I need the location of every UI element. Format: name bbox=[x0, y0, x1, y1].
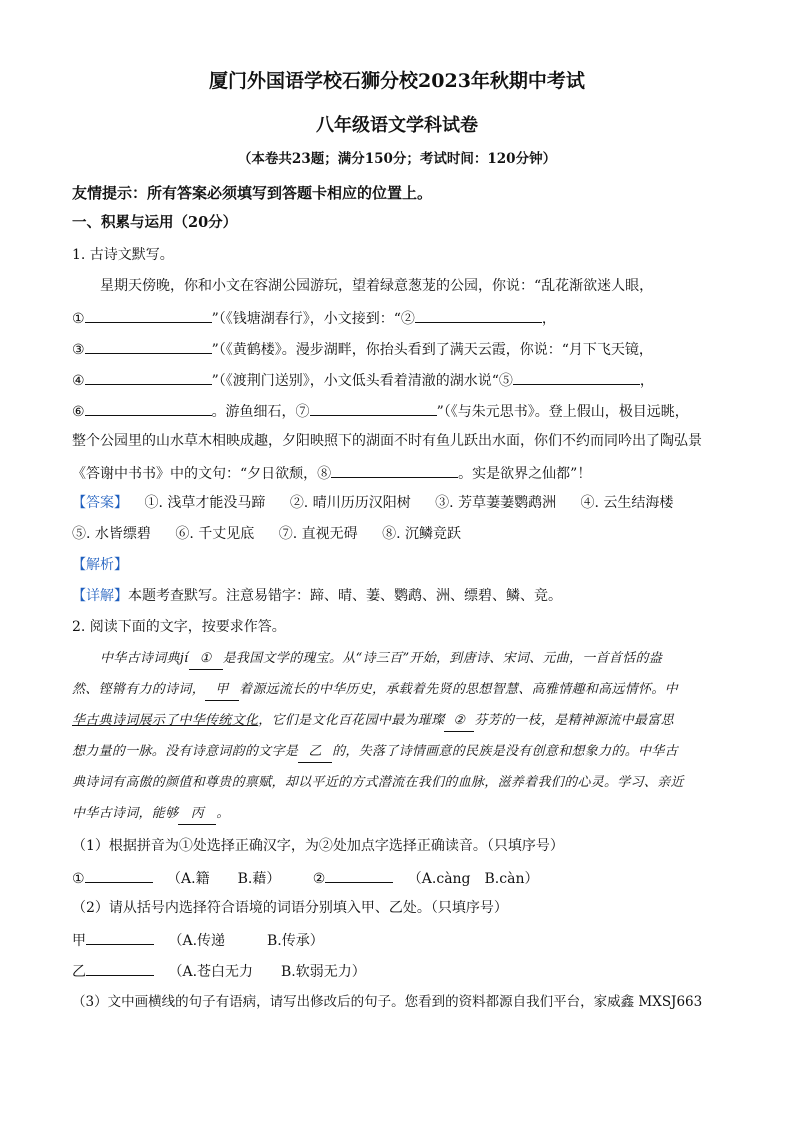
fill-row: ① （A.籍 B.藉） ② （A.càng B.càn） bbox=[72, 867, 734, 889]
answer-row bbox=[72, 493, 734, 513]
sub-question: （3）文中画横线的句子有语病，请写出修改后的句子。您看到的资料都源自我们平台，家威鑫 MXSJ663 bbox=[72, 994, 703, 1010]
section-heading: 一、积累与运用（20分） bbox=[72, 214, 238, 231]
q1-line: 星期天傍晚，你和小文在容湖公园游玩，望着绿意葱茏的公园，你说：“乱花渐欲迷人眼， bbox=[100, 278, 654, 294]
analysis-label: 【解析】 bbox=[72, 557, 128, 573]
answer-blank[interactable] bbox=[513, 369, 640, 385]
answer-blank[interactable] bbox=[86, 929, 154, 945]
answer-blank[interactable] bbox=[85, 338, 212, 354]
answer-item: ⑤. 水皆缥碧 bbox=[72, 526, 151, 542]
q1-line: ④ ”（《渡荆门送别》，小文低头看着清澈的湖水说“⑤ ， bbox=[72, 369, 734, 391]
answer-blank[interactable] bbox=[85, 400, 212, 416]
answer-blank[interactable] bbox=[85, 369, 212, 385]
q1-line: 整个公园里的山水草木相映成趣，夕阳映照下的湖面不时有鱼儿跃出水面，你们不约而同吟出了陶弘景 bbox=[72, 433, 702, 449]
answer-item: ④. 云生结海楼 bbox=[580, 495, 674, 511]
answer-blank[interactable] bbox=[415, 307, 542, 323]
passage-line: 典诗词有高傲的颜值和尊贵的禀赋，却以平近的方式潜流在我们的血脉，滋养着我们的心灵。学习、亲近 bbox=[72, 775, 684, 790]
q1-line: ① ”（《钱塘湖春行》，小文接到：“② ， bbox=[72, 307, 734, 329]
fill-row: 甲 （A.传递 B.传承） bbox=[72, 929, 734, 951]
underlined-sentence: 华古典诗词展示了中华传统文化 bbox=[72, 713, 259, 728]
answer-blank[interactable] bbox=[85, 867, 153, 883]
friendly-tip: 友情提示：所有答案必须填写到答题卡相应的位置上。 bbox=[72, 184, 433, 202]
answer-blank[interactable] bbox=[331, 462, 458, 478]
answer-blank[interactable] bbox=[85, 307, 212, 323]
answer-item: ①. 浅草才能没马蹄 bbox=[144, 495, 266, 511]
q1-line: ③ ”（《黄鹤楼》。漫步湖畔，你抬头看到了满天云霞，你说：“月下飞天镜， bbox=[72, 338, 734, 360]
q1-line: ⑥ 。游鱼细石，⑦ ”（《与朱元思书》。登上假山，极目远眺， bbox=[72, 400, 734, 422]
passage-line: 然、铿锵有力的诗词， 甲 着源远流长的中华历史，承载着先贤的思想智慧、高雅情趣和高远情怀。中 bbox=[72, 680, 734, 701]
answer-item: ②. 晴川历历汉阳树 bbox=[289, 495, 411, 511]
q1-line: 《答谢中书书》中的文句：“夕日欲颓，⑧ 。实是欲界之仙都”！ bbox=[72, 462, 734, 484]
passage-line: 华古典诗词展示了中华传统文化，它们是文化百花园中最为璀璨 ② 芬芳的一枝，是精神源流中最富思 bbox=[72, 711, 734, 732]
passage-line: 中华古诗词典jí ① 是我国文学的瑰宝。从“诗三百”开始，到唐诗、宋词、元曲，一首首恬的盎 bbox=[100, 649, 734, 670]
fill-row: 乙 （A.苍白无力 B.软弱无力） bbox=[72, 960, 734, 982]
answer-label: 【答案】 bbox=[72, 495, 128, 511]
q2-title: 2. 阅读下面的文字，按要求作答。 bbox=[72, 619, 286, 635]
answer-item: ⑧. 沉鳞竞跃 bbox=[382, 526, 461, 542]
passage-line: 中华古诗词，能够 丙 。 bbox=[72, 804, 734, 825]
sub-question: （2）请从括号内选择符合语境的词语分别填入甲、乙处。（只填序号） bbox=[72, 900, 508, 916]
detail-line: 【详解】本题考查默写。注意易错字：蹄、晴、萋、鹦鹉、洲、缥碧、鳞、竞。 bbox=[72, 588, 562, 604]
answer-item: ⑦. 直视无碍 bbox=[278, 526, 358, 542]
answer-row bbox=[72, 524, 734, 544]
answer-blank[interactable] bbox=[86, 960, 154, 976]
answer-blank[interactable] bbox=[310, 400, 437, 416]
exam-info: （本卷共23题；满分150分；考试时间：120分钟） bbox=[237, 151, 557, 167]
answer-blank[interactable] bbox=[325, 867, 393, 883]
exam-title: 厦门外国语学校石狮分校2023年秋期中考试 bbox=[209, 70, 585, 92]
q1-title: 1. 古诗文默写。 bbox=[72, 247, 174, 263]
sub-question: （1）根据拼音为①处选择正确汉字，为②处加点字选择正确读音。（只填序号） bbox=[72, 838, 564, 854]
answer-item: ③. 芳草萋萋鹦鹉洲 bbox=[435, 495, 557, 511]
exam-subtitle: 八年级语文学科试卷 bbox=[316, 115, 478, 136]
answer-item: ⑥. 千丈见底 bbox=[175, 526, 255, 542]
passage-line: 想力量的一脉。没有诗意词韵的文字是 乙 的，失落了诗情画意的民族是没有创意和想象力的。中华古 bbox=[72, 742, 734, 763]
